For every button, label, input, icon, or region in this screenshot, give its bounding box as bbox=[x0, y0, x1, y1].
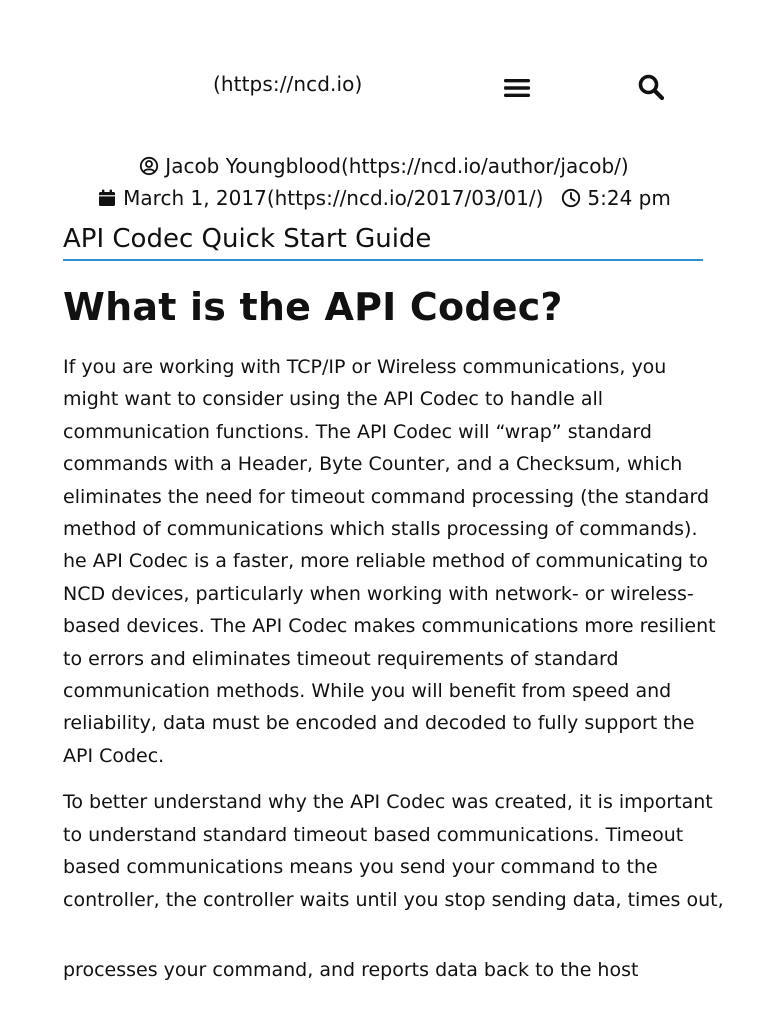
paragraph-line: to errors and eliminates timeout requirements of standard bbox=[63, 647, 619, 670]
article-content bbox=[63, 220, 724, 930]
paragraph-3: processes your command, and reports data back to the host bbox=[63, 959, 639, 981]
user-circle-icon bbox=[139, 156, 159, 176]
site-header bbox=[0, 68, 768, 108]
paragraph-line: he API Codec is a faster, more reliable method of communicating to bbox=[63, 550, 709, 573]
paragraph-line: controller, the controller waits until you stop sending data, times out, bbox=[63, 888, 724, 911]
post-time: 5:24 pm bbox=[587, 186, 671, 210]
post-title: API Codec Quick Start Guide bbox=[63, 220, 703, 261]
paragraph-2 bbox=[63, 786, 724, 916]
paragraph-line: To better understand why the API Codec was created, it is important bbox=[63, 791, 713, 814]
paragraph-line: might want to consider using the API Codec to handle all bbox=[63, 388, 604, 411]
search-icon[interactable] bbox=[637, 73, 665, 101]
paragraph-line: communication functions. The API Codec will “wrap” standard bbox=[63, 420, 652, 443]
author-link[interactable]: Jacob Youngblood(https://ncd.io/author/jacob/) bbox=[165, 154, 629, 178]
paragraph-line: eliminates the need for timeout command processing (the standard bbox=[63, 485, 709, 508]
paragraph-line: reliability, data must be encoded and decoded to fully support the bbox=[63, 712, 695, 735]
paragraph-1 bbox=[63, 351, 716, 772]
paragraph-line: commands with a Header, Byte Counter, and a Checksum, which bbox=[63, 453, 683, 476]
calendar-icon bbox=[97, 188, 117, 208]
paragraph-line: based communications means you send your command to the bbox=[63, 856, 658, 879]
paragraph-line: If you are working with TCP/IP or Wireless communications, you bbox=[63, 356, 667, 378]
author-row bbox=[0, 150, 768, 182]
clock-icon bbox=[561, 188, 581, 208]
paragraph-line: method of communications which stalls processing of commands). bbox=[63, 518, 698, 541]
date-row bbox=[0, 182, 768, 214]
hamburger-menu-icon[interactable] bbox=[502, 76, 532, 100]
paragraph-line: based devices. The API Codec makes communications more resilient bbox=[63, 615, 716, 638]
post-meta bbox=[0, 150, 768, 214]
site-logo-link[interactable]: (https://ncd.io) bbox=[213, 72, 363, 96]
date-link[interactable]: March 1, 2017(https://ncd.io/2017/03/01/) bbox=[123, 186, 544, 210]
section-heading: What is the API Codec? bbox=[63, 285, 563, 329]
paragraph-line: communication methods. While you will benefit from speed and bbox=[63, 680, 672, 703]
paragraph-line: NCD devices, particularly when working with network- or wireless- bbox=[63, 582, 694, 605]
paragraph-line: API Codec. bbox=[63, 744, 165, 767]
paragraph-line: to understand standard timeout based communications. Timeout bbox=[63, 823, 684, 846]
